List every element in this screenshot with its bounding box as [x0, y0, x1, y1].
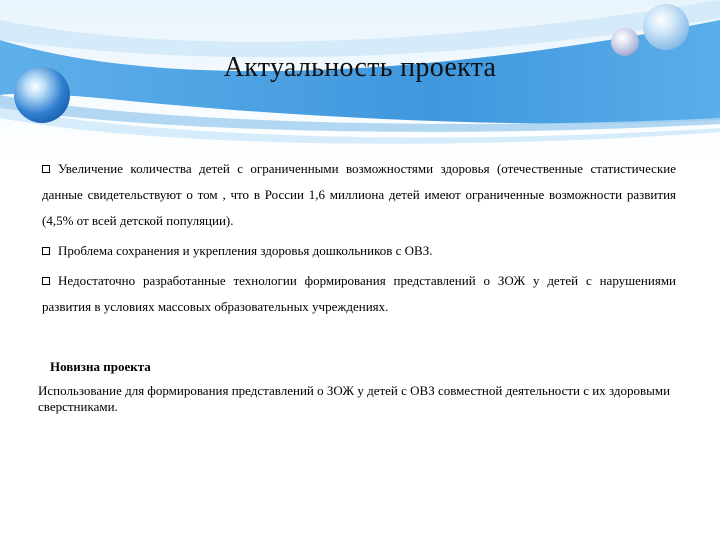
bullet-item	[42, 156, 676, 234]
bullet-item	[42, 268, 676, 320]
bullet-text: Увеличение количества детей с ограниченными возможностями здоровья (отечественные статистические данные свидетельствуют о том , что в России 1,6 миллиона детей имеют ограниченные возможности развития (4,5% от всей детской популяции).	[42, 161, 676, 228]
bullet-text: Проблема сохранения и укрепления здоровья дошкольников с ОВЗ.	[58, 243, 433, 258]
novelty-text: Использование для формирования представлений о ЗОЖ у детей с ОВЗ совместной деятельности с их здоровыми сверстниками.	[38, 383, 671, 414]
bullet-item	[42, 238, 676, 264]
bullet-text: Недостаточно разработанные технологии формирования представлений о ЗОЖ у детей с нарушениями развития в условиях массовых образовательных учреждениях.	[42, 273, 676, 314]
checkbox-bullet-icon	[42, 165, 50, 173]
checkbox-bullet-icon	[42, 247, 50, 255]
sphere-right-icon	[643, 4, 689, 50]
slide-title: Актуальность проекта	[223, 52, 497, 83]
novelty-heading: Новизна проекта	[50, 359, 151, 374]
checkbox-bullet-icon	[42, 277, 50, 285]
bullet-list	[42, 156, 676, 324]
